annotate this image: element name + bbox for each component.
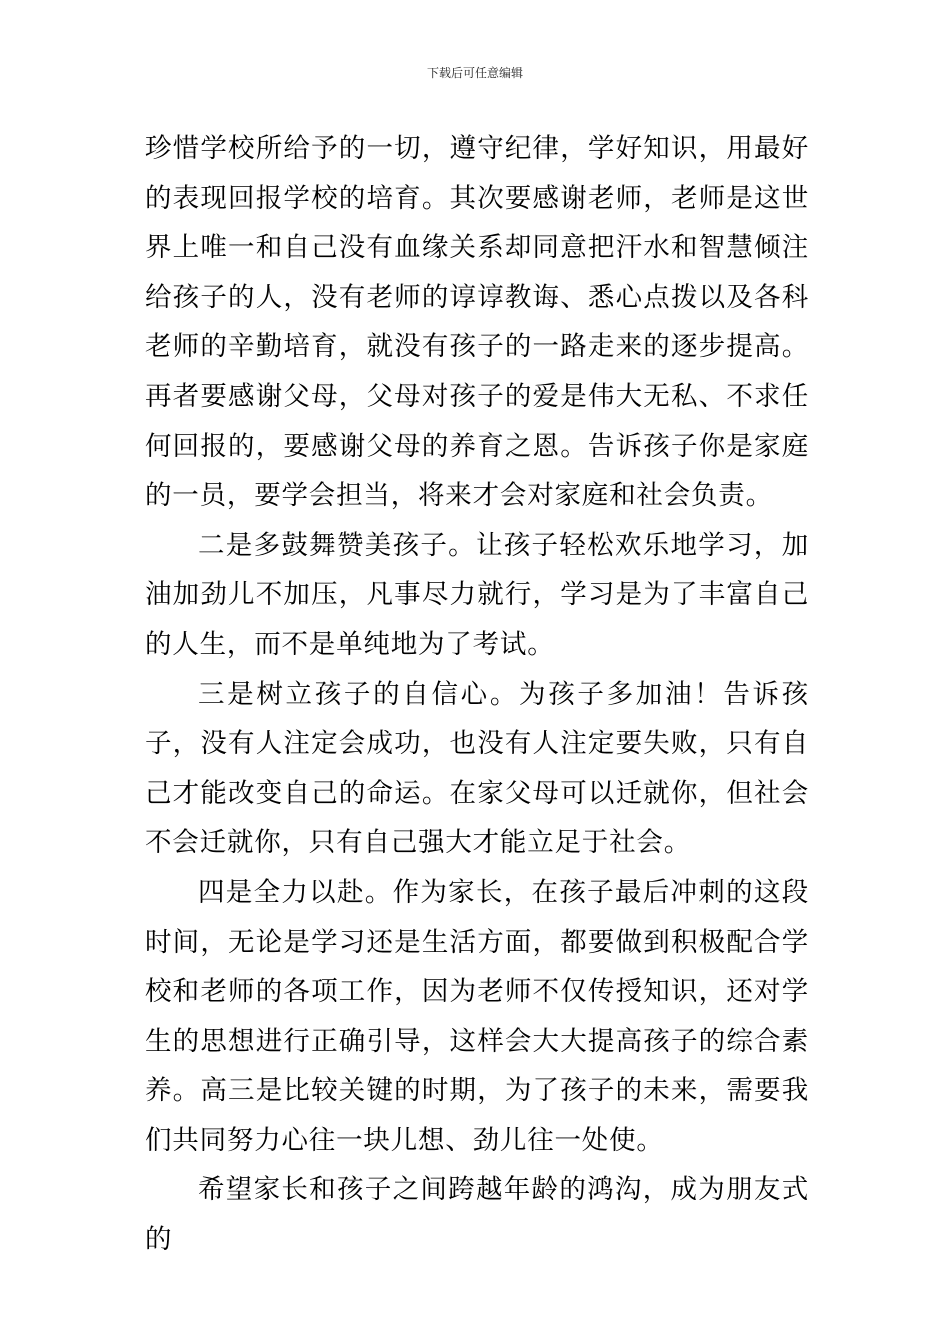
paragraph-self-confidence: 三是树立孩子的自信心。为孩子多加油！告诉孩子，没有人注定会成功，也没有人注定要失败，只有自己才能改变自己的命运。在家父母可以迁就你，但社会不会迁就你，只有自己强大才能立足于社会。 xyxy=(145,678,809,859)
page-header: 下载后可任意编辑 xyxy=(426,66,523,80)
paragraph-hope: 希望家长和孩子之间跨越年龄的鸿沟，成为朋友式的 xyxy=(145,1174,809,1256)
document-body xyxy=(145,124,809,1265)
paragraph-continuation: 珍惜学校所给予的一切，遵守纪律，学好知识，用最好的表现回报学校的培育。其次要感谢老师，老师是这世界上唯一和自己没有血缘关系却同意把汗水和智慧倾注给孩子的人，没有老师的谆谆教诲、悉心点拨以及各科老师的辛勤培育，就没有孩子的一路走来的逐步提高。再者要感谢父母，父母对孩子的爱是伟大无私、不求任何回报的，要感谢父母的养育之恩。告诉孩子你是家庭的一员，要学会担当，将来才会对家庭和社会负责。 xyxy=(145,133,809,512)
paragraph-encourage-praise: 二是多鼓舞赞美孩子。让孩子轻松欢乐地学习，加油加劲儿不加压，凡事尽力就行，学习是为了丰富自己的人生，而不是单纯地为了考试。 xyxy=(145,529,809,660)
paragraph-full-effort: 四是全力以赴。作为家长，在孩子最后冲刺的这段时间，无论是学习还是生活方面，都要做到积极配合学校和老师的各项工作，因为老师不仅传授知识，还对学生的思想进行正确引导，这样会大大提高孩子的综合素养。高三是比较关键的时期，为了孩子的未来，需要我们共同努力心往一块儿想、劲儿往一处使。 xyxy=(145,876,809,1156)
